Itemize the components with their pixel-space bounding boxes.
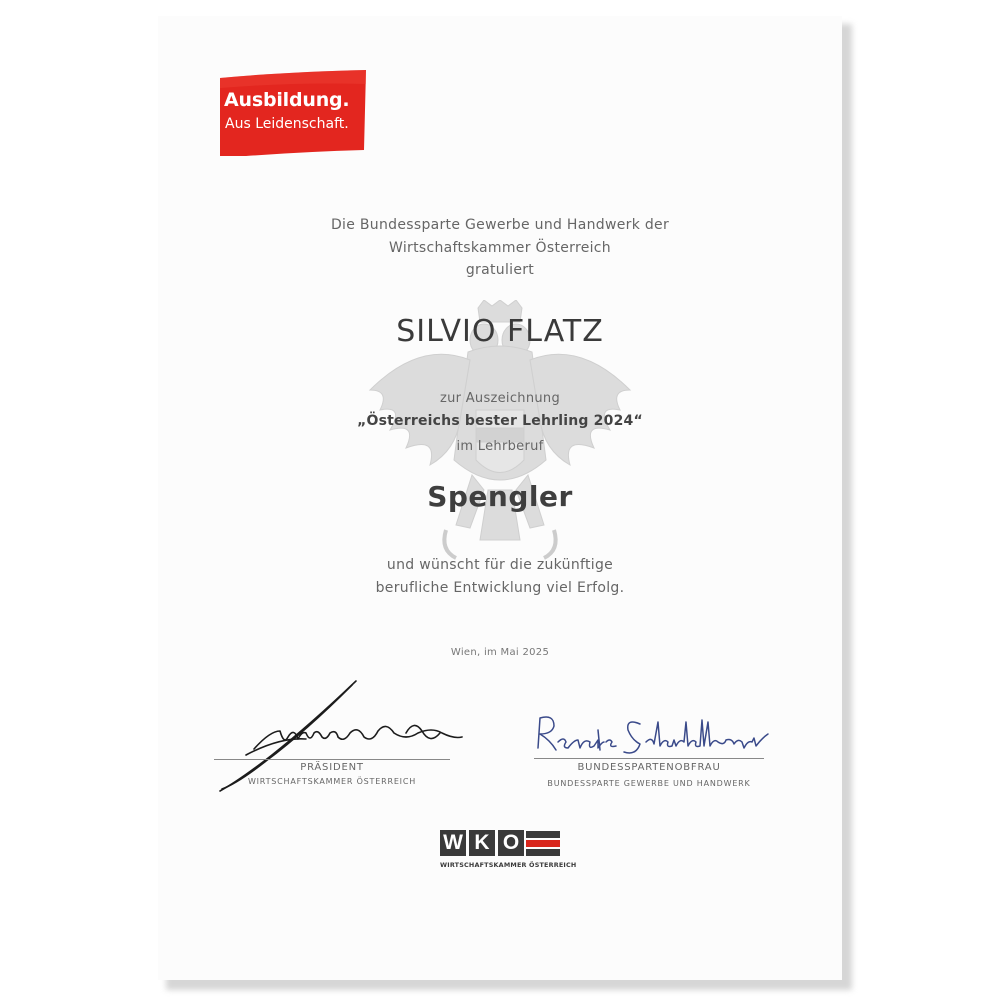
left-signatory-title: PRÄSIDENT bbox=[300, 762, 364, 773]
intro-line-2: Wirtschaftskammer Österreich bbox=[389, 239, 611, 256]
right-signatory-title: BUNDESSPARTENOBFRAU bbox=[577, 762, 721, 773]
award-prefix: zur Auszeichnung bbox=[439, 391, 561, 406]
date-place: Wien, im Mai 2025 bbox=[450, 647, 550, 658]
signature-line-right bbox=[534, 758, 764, 759]
wko-letter-k: K bbox=[469, 830, 495, 856]
recipient-name: SILVIO FLATZ bbox=[396, 314, 604, 349]
ribbon-shape bbox=[214, 70, 366, 156]
wko-subtitle: WIRTSCHAFTSKAMMER ÖSTERREICH bbox=[440, 861, 577, 869]
wish-line-1: und wünscht für die zukünftige bbox=[386, 557, 614, 573]
signature-line-left bbox=[214, 759, 450, 760]
wko-bar-top bbox=[526, 831, 560, 838]
wko-bar-bottom bbox=[526, 849, 560, 856]
wish-line-2: berufliche Entwicklung viel Erfolg. bbox=[375, 580, 625, 596]
wko-letter-o: O bbox=[498, 830, 524, 856]
intro-line-3: gratuliert bbox=[465, 262, 535, 278]
award-suffix: im Lehrberuf bbox=[456, 439, 544, 454]
profession: Spengler bbox=[427, 480, 573, 513]
logo-line-2: Aus Leidenschaft. bbox=[225, 116, 349, 132]
wish-block bbox=[0, 554, 1000, 600]
ausbildung-logo bbox=[214, 70, 366, 156]
left-signatory-org: WIRTSCHAFTSKAMMER ÖSTERREICH bbox=[247, 777, 417, 786]
wko-logo bbox=[440, 830, 577, 870]
obfrau-signature bbox=[528, 712, 778, 760]
wko-bar-red bbox=[526, 840, 560, 847]
right-signatory-org: BUNDESSPARTE GEWERBE UND HANDWERK bbox=[547, 779, 751, 788]
intro-block bbox=[0, 214, 1000, 282]
intro-line-1: Die Bundessparte Gewerbe und Handwerk der bbox=[330, 217, 670, 233]
award-title: „Österreichs bester Lehrling 2024“ bbox=[357, 413, 643, 429]
logo-line-1: Ausbildung. bbox=[224, 89, 350, 111]
wko-letter-w: W bbox=[440, 830, 466, 856]
